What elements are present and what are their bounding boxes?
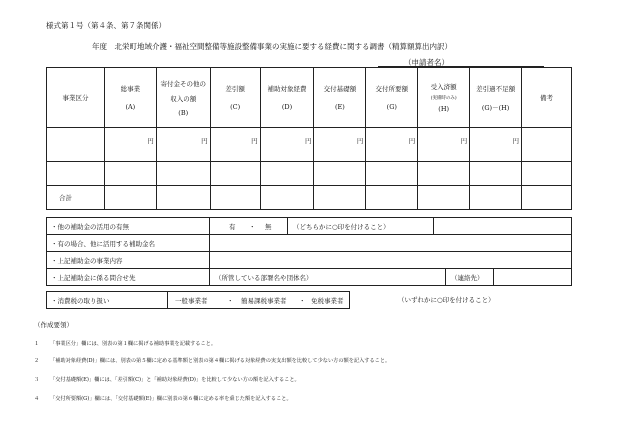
form-label: 様式第１号（第４条、第７条関係）	[46, 21, 166, 30]
amount-cell[interactable]	[104, 186, 156, 210]
header-balance: 差引過不足額 (G)－(H)	[470, 68, 522, 128]
amount-cell[interactable]	[104, 162, 156, 186]
tax-note: （いずれかに○印を付けること）	[398, 296, 495, 304]
divider	[209, 218, 210, 234]
header-division: 事業区分	[47, 68, 105, 128]
header-base-amount: 交付基礎額 (E)	[314, 68, 366, 128]
subsidy-content-row	[47, 252, 571, 269]
separator-dot: ・	[249, 223, 256, 231]
header-remarks: 備考	[522, 68, 572, 128]
amount-cell[interactable]	[260, 162, 314, 186]
note-item: ３ 「交付基礎額(E)」欄には、「差引額(C)」と「補助対象経費(D)」を比較して少ない方の額を記入すること。	[34, 377, 300, 383]
yen-cell[interactable]: 円	[470, 128, 522, 162]
subsidy-info-table	[46, 217, 572, 286]
yen-cell[interactable]: 円	[210, 128, 260, 162]
divider	[433, 218, 434, 234]
yen-cell[interactable]: 円	[366, 128, 418, 162]
divider	[167, 292, 168, 308]
phone-label[interactable]: （連絡先）	[451, 274, 484, 282]
circle-note: （どちらかに○印を付けること）	[293, 223, 390, 231]
which-subsidy-row	[47, 235, 571, 252]
document-title: 年度 北栄町地域介護・福祉空間整備等施設整備事業の実施に要する経費に関する調書（精算額算出内訳）	[92, 42, 452, 51]
remarks-cell[interactable]	[522, 128, 572, 162]
header-difference: 差引額 (C)	[210, 68, 260, 128]
contact-label: ・上記補助金に係る問合せ先	[51, 274, 136, 282]
separator-dot: ・	[299, 297, 306, 305]
amount-cell[interactable]	[314, 162, 366, 186]
amount-cell[interactable]	[366, 162, 418, 186]
header-received-amount: 受入済額 (実績時のみ) (H)	[418, 68, 470, 128]
amount-cell[interactable]	[156, 186, 210, 210]
tax-row	[47, 292, 349, 308]
other-subsidy-label: ・他の補助金の活用の有無	[51, 223, 129, 231]
division-cell[interactable]	[47, 162, 105, 186]
applicant-label: （申請者名）	[404, 58, 449, 67]
yen-cell[interactable]: 円	[260, 128, 314, 162]
which-subsidy-input[interactable]	[210, 235, 571, 251]
header-required-amount: 交付所要額 (G)	[366, 68, 418, 128]
total-label: 合計	[47, 186, 105, 210]
expense-table	[46, 67, 572, 210]
divider	[287, 218, 288, 234]
header-donations: 寄付金その他の 収入の額 (B)	[156, 68, 210, 128]
tax-option-exempt[interactable]: 免税事業者	[311, 297, 344, 305]
tax-label: ・消費税の取り扱い	[51, 297, 110, 305]
header-total-project: 総事業 (A)	[104, 68, 156, 128]
option-no[interactable]: 無	[265, 223, 272, 231]
which-subsidy-label: ・有の場合、他に活用する補助金名	[51, 240, 155, 248]
note-item: ４ 「交付所要額(G)」欄には、「交付基礎額(E)」欄に別表の第６欄に定める率を乗じた額を記入すること。	[34, 396, 292, 402]
divider	[493, 269, 494, 285]
amount-cell[interactable]	[418, 162, 470, 186]
contact-row	[47, 269, 571, 285]
tax-table	[46, 291, 350, 309]
dept-label[interactable]: （所管している部署名や団体名）	[215, 274, 313, 282]
yen-cell[interactable]: 円	[156, 128, 210, 162]
divider	[445, 269, 446, 285]
note-item: １ 「事業区分」欄には、別表の第１欄に掲げる補助事業を記載すること。	[34, 341, 217, 347]
amount-cell[interactable]	[470, 162, 522, 186]
division-cell[interactable]	[47, 128, 105, 162]
remarks-cell[interactable]	[522, 162, 572, 186]
amount-cell[interactable]	[156, 162, 210, 186]
total-row	[47, 186, 572, 210]
tax-option-simple[interactable]: 簡易課税事業者	[241, 297, 287, 305]
divider	[209, 269, 210, 285]
yen-cell[interactable]: 円	[418, 128, 470, 162]
remarks-cell[interactable]	[522, 186, 572, 210]
notes-heading: （作成要領）	[34, 321, 73, 329]
amount-cell[interactable]	[260, 186, 314, 210]
separator-dot: ・	[227, 297, 234, 305]
amount-cell[interactable]	[470, 186, 522, 210]
tax-option-general[interactable]: 一般事業者	[175, 297, 208, 305]
header-eligible-cost: 補助対象経費 (D)	[260, 68, 314, 128]
amount-cell[interactable]	[210, 162, 260, 186]
other-subsidy-row	[47, 218, 571, 235]
subsidy-content-input[interactable]	[210, 252, 571, 268]
yen-cell[interactable]: 円	[314, 128, 366, 162]
option-yes[interactable]: 有	[229, 223, 236, 231]
amount-cell[interactable]	[418, 186, 470, 210]
amount-cell[interactable]	[366, 186, 418, 210]
table-row	[47, 128, 572, 162]
amount-cell[interactable]	[314, 186, 366, 210]
header-row	[47, 68, 572, 128]
amount-cell[interactable]	[210, 186, 260, 210]
table-row	[47, 162, 572, 186]
yen-cell[interactable]: 円	[104, 128, 156, 162]
subsidy-content-label: ・上記補助金の事業内容	[51, 257, 123, 265]
note-item: ２ 「補助対象経費(D)」欄には、別表の第５欄に定める基準額と別表の第４欄に掲げる対象経費の実支出額を比較して少ない方の額を記入すること。	[34, 358, 391, 364]
